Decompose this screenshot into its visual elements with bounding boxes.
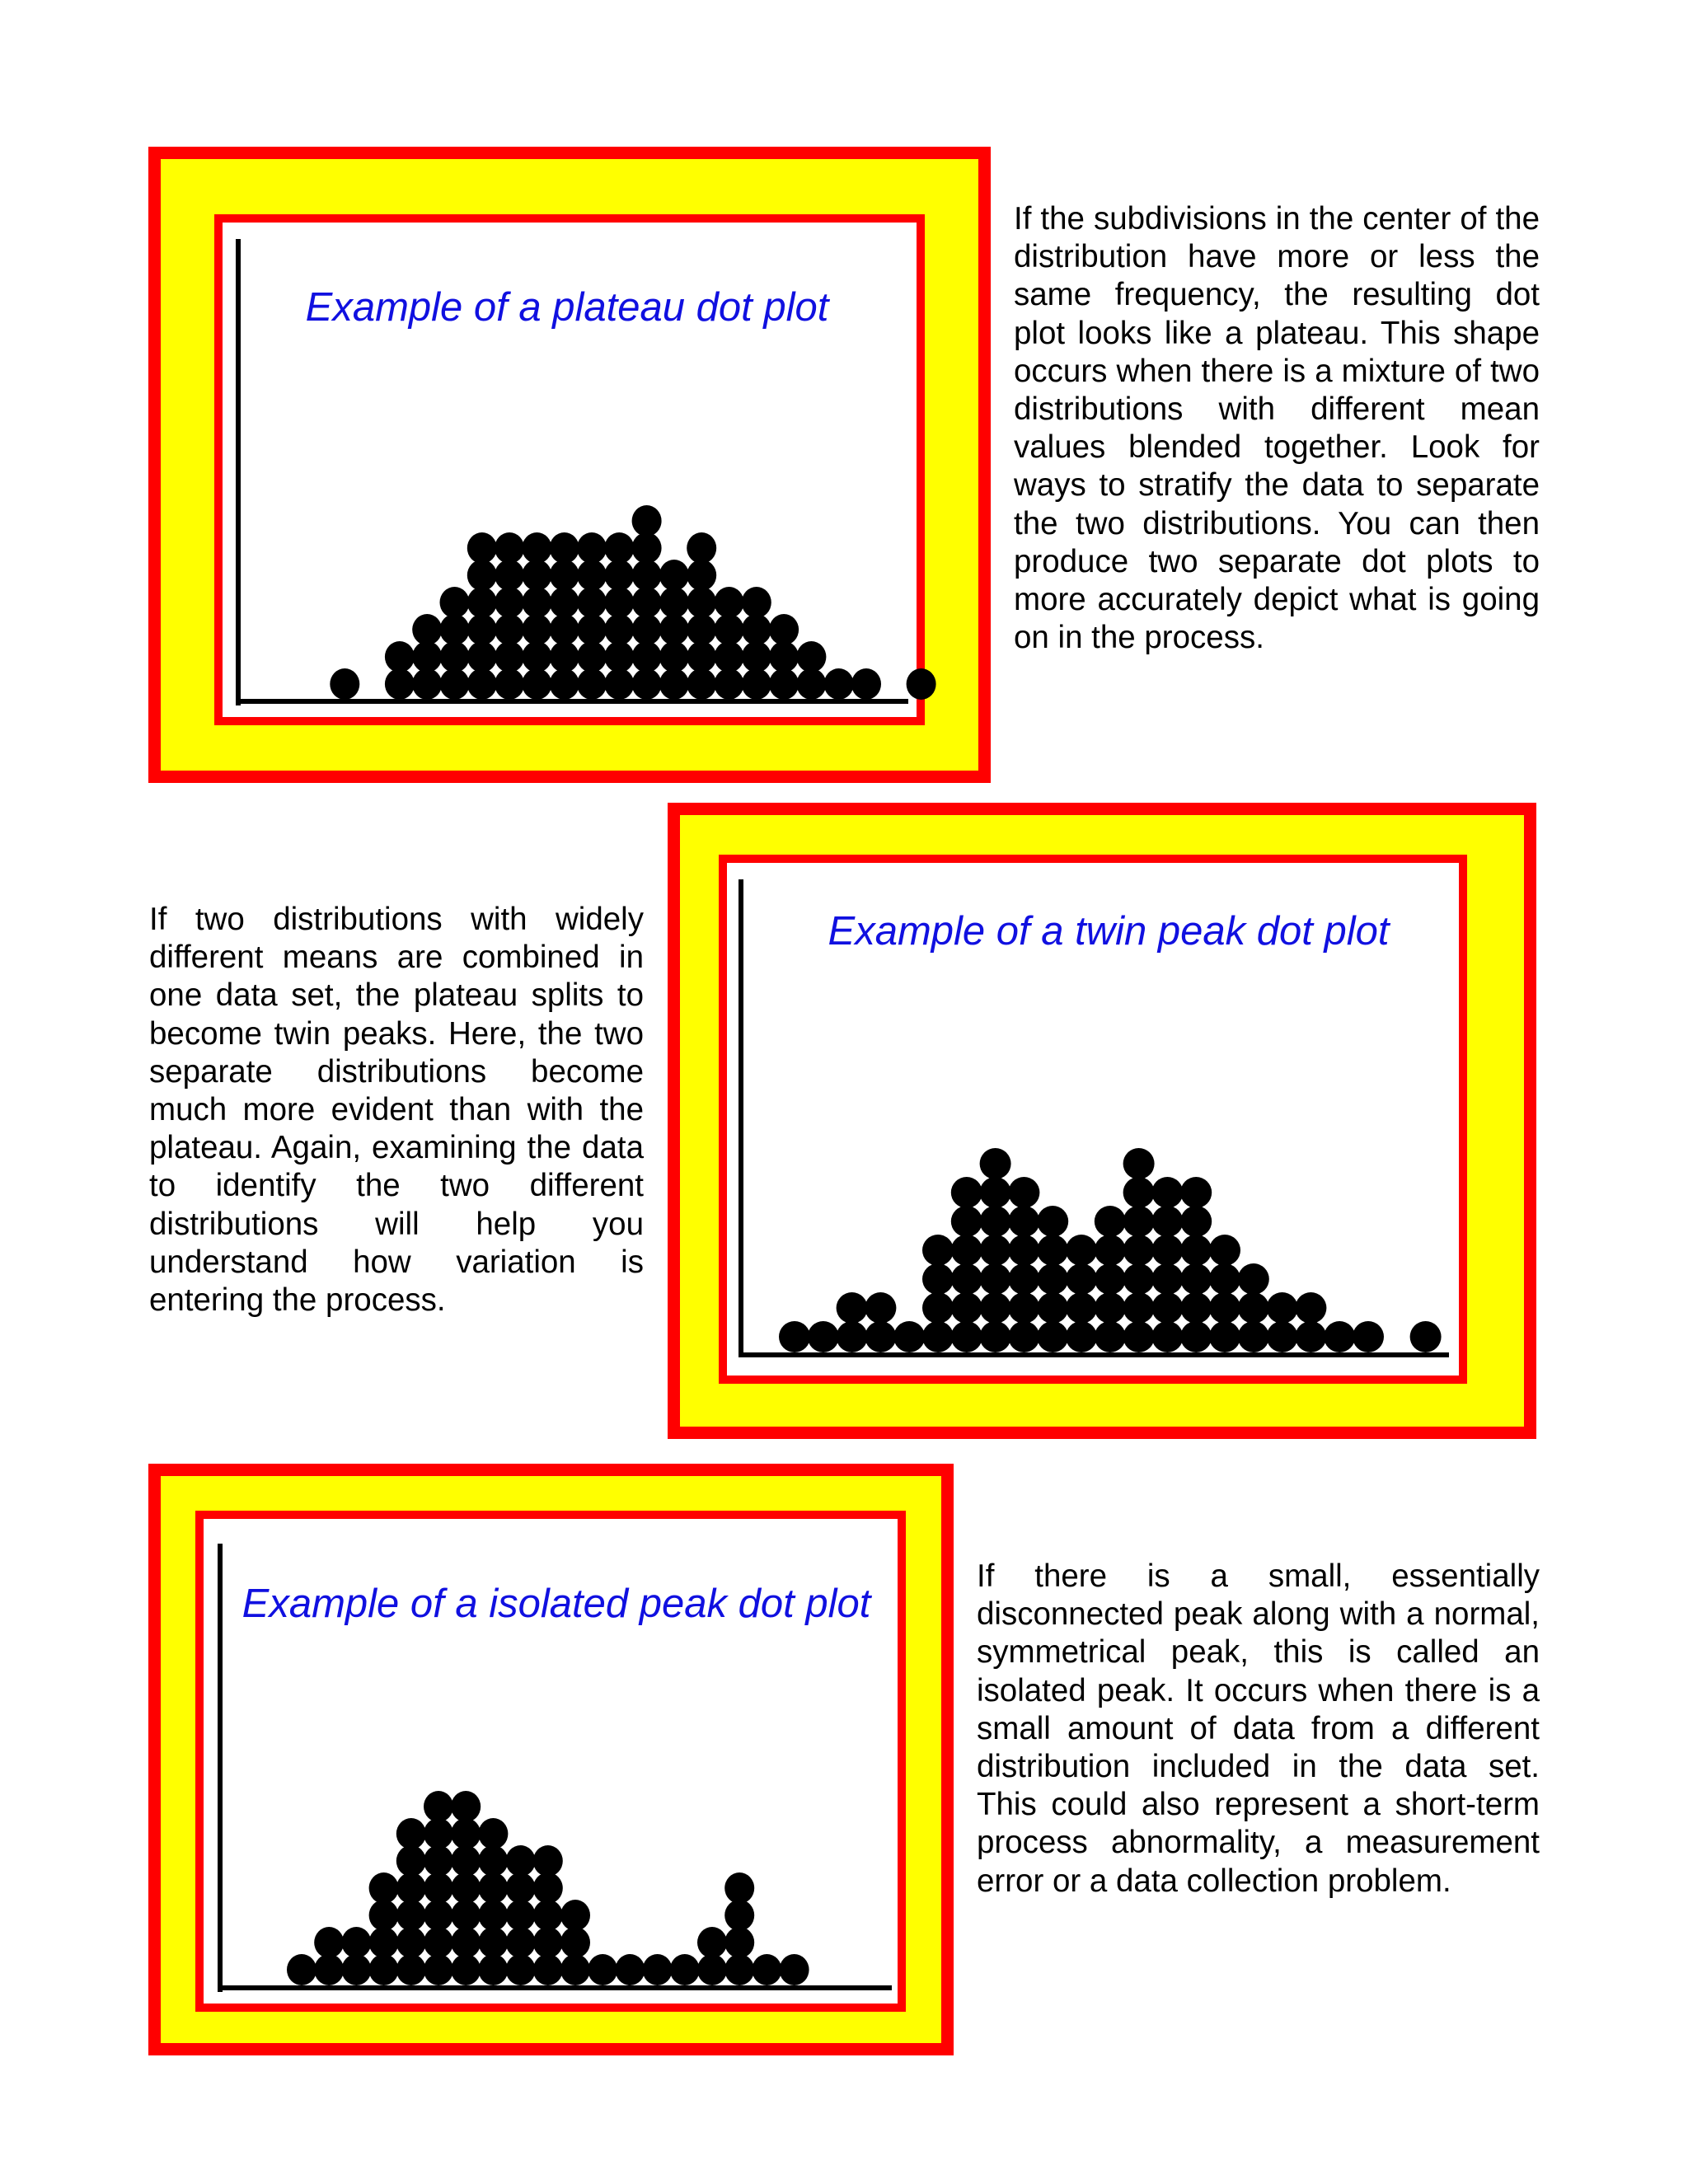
- data-dot: [451, 1954, 481, 1985]
- data-dot: [697, 1954, 727, 1985]
- data-dot: [287, 1954, 316, 1985]
- data-dot: [533, 1900, 563, 1931]
- data-dot: [396, 1872, 426, 1904]
- data-dot: [506, 1845, 536, 1877]
- data-dot: [424, 1818, 453, 1849]
- data-dot: [724, 1927, 754, 1958]
- data-dot: [451, 1818, 481, 1849]
- data-dot: [506, 1954, 536, 1985]
- data-dot: [369, 1900, 399, 1931]
- data-dot: [560, 1954, 590, 1985]
- data-dot: [424, 1927, 453, 1958]
- data-dot: [424, 1845, 453, 1877]
- data-dot: [533, 1954, 563, 1985]
- data-dot: [670, 1954, 700, 1985]
- data-dot: [396, 1818, 426, 1849]
- data-dot: [396, 1845, 426, 1877]
- data-dot: [424, 1900, 453, 1931]
- data-dot: [724, 1954, 754, 1985]
- data-dot: [396, 1927, 426, 1958]
- data-dot: [341, 1927, 371, 1958]
- data-dot: [752, 1954, 781, 1985]
- data-dot: [314, 1954, 344, 1985]
- data-dot: [560, 1900, 590, 1931]
- data-dot: [724, 1872, 754, 1904]
- data-dot: [341, 1954, 371, 1985]
- data-dot: [369, 1927, 399, 1958]
- data-dot: [396, 1900, 426, 1931]
- plateau-description: If the subdivisions in the center of the distribution have more or less the same frequency, the resulting dot plot looks like a plateau. This shape occurs when there is a mixture of two distributions with different mean values blended together. Look for ways to stratify the data to separate the two distributions. You can then produce two separate dot plots to more accurately depict what is going on in the process.: [1014, 201, 1540, 656]
- data-dot: [506, 1927, 536, 1958]
- plateau-plot-title: Example of a plateau dot plot: [305, 285, 829, 330]
- data-dot: [697, 1927, 727, 1958]
- data-dot: [724, 1900, 754, 1931]
- data-dot: [478, 1872, 508, 1904]
- data-dot: [478, 1900, 508, 1931]
- data-dot: [424, 1954, 453, 1985]
- data-dot: [533, 1845, 563, 1877]
- data-dot: [424, 1791, 453, 1822]
- isolated-peak-plot-title: Example of a isolated peak dot plot: [241, 1582, 871, 1626]
- data-dot: [478, 1954, 508, 1985]
- data-dot: [533, 1927, 563, 1958]
- data-dot: [478, 1818, 508, 1849]
- data-dot: [451, 1900, 481, 1931]
- data-dot: [451, 1872, 481, 1904]
- data-dot: [424, 1872, 453, 1904]
- data-dot: [615, 1954, 645, 1985]
- data-dot: [369, 1872, 399, 1904]
- data-dot: [506, 1900, 536, 1931]
- data-dot: [451, 1791, 481, 1822]
- data-dot: [478, 1845, 508, 1877]
- data-dot: [780, 1954, 809, 1985]
- twin-peak-plot-title: Example of a twin peak dot plot: [828, 909, 1390, 954]
- data-dot: [506, 1872, 536, 1904]
- data-dot: [314, 1927, 344, 1958]
- data-dot: [560, 1927, 590, 1958]
- data-dot: [451, 1845, 481, 1877]
- data-dot: [533, 1872, 563, 1904]
- twin-peak-description: If two distributions with widely different means are combined in one data set, the plateau splits to become twin peaks. Here, the two separate distributions become much more evident than with the plateau. Again, examining the data to identify the two different distributions will help you understand how variation is entering the process.: [149, 902, 644, 1319]
- isolated-peak-description: If there is a small, essentially disconnected peak along with a normal, symmetrical peak, this is called an isolated peak. It occurs when there is a small amount of data from a different distribution included in the data set. This could also represent a short-term process abnormality, a measurement error or a data collection problem.: [977, 1558, 1540, 1899]
- data-dot: [478, 1927, 508, 1958]
- data-dot: [451, 1927, 481, 1958]
- data-dot: [396, 1954, 426, 1985]
- data-dot: [588, 1954, 617, 1985]
- data-dot: [643, 1954, 673, 1985]
- data-dot: [369, 1954, 399, 1985]
